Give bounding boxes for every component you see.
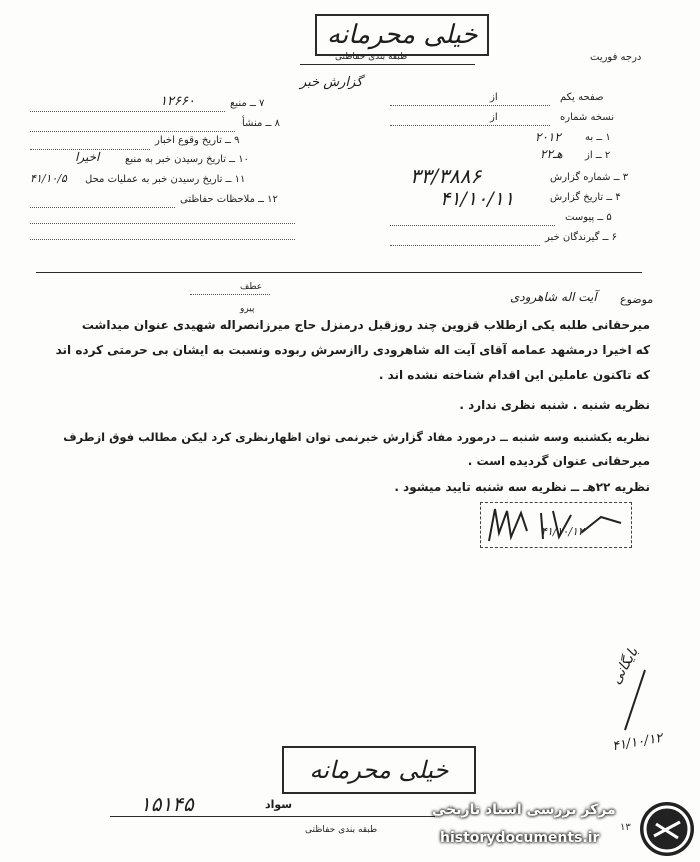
margin-date: ۴۱/۱۰/۱۲ <box>611 730 664 755</box>
field-from-value: ۲۲هـ <box>540 147 563 161</box>
top-stamp-subtitle: طبقه بندی حفاظتی <box>335 52 408 62</box>
header-divider <box>36 272 642 273</box>
serial-value: ۱۵۱۴۵ <box>140 792 194 816</box>
body-line-5: نظریه یکشنبه وسه شنبه ــ درمورد مفاد گزارش خبرنمی توان اظهارنظری کرد لیکن مطالب فوق ازطرف <box>63 430 650 444</box>
field-security-notes-label: ۱۲ ــ ملاحظات حفاظتی <box>180 194 278 205</box>
field-report-date-label: ۴ ــ تاریخ گزارش <box>550 192 621 203</box>
field-source-date-value: اخیرا <box>75 150 100 164</box>
field-to-value: ۲۰۱۲ <box>535 130 561 144</box>
margin-note: بایگانی <box>607 644 642 688</box>
bottom-stamp-text: خیلی محرمانه <box>309 756 449 784</box>
body-line-7: نظریه ۲۲هـ ــ نظریه سه شنبه تایید میشود . <box>394 480 650 494</box>
field-report-date-value: ۴۱/۱۰/۱۱ <box>440 188 515 210</box>
subject-value: آیت اله شاهرودی <box>510 290 597 304</box>
field-source-date-label: ۱۰ ــ تاریخ رسیدن خبر به منبع <box>125 154 249 165</box>
report-title: گزارش خبر <box>300 75 363 90</box>
field-origin-label: ۸ ــ منشأ <box>242 118 280 129</box>
page-number: ۱۳ <box>620 822 631 833</box>
footer-classification-label: طبقه بندی حفاظتی <box>305 825 378 835</box>
field-report-no-label: ۳ ــ شماره گزارش <box>550 172 629 183</box>
field-to-label: ۱ ــ به <box>585 132 611 143</box>
top-classification-stamp <box>315 14 489 56</box>
body-line-2: که اخیرا درمشهد عمامه آقای آیت اله شاهرودی راازسرش ربوده ونسبت به ایشان بی حرمتی کرده اند <box>55 343 650 357</box>
serial-label: سواد <box>265 798 293 811</box>
body-line-6: میرحقانی عنوان گردیده است . <box>467 454 650 468</box>
footer-rule <box>110 816 435 817</box>
field-ops-date-value: ۴۱/۱۰/۵ <box>30 172 67 185</box>
field-copy-label: نسخه شماره <box>560 112 614 123</box>
top-stamp-text: خیلی محرمانه <box>327 20 478 50</box>
margin-stroke <box>605 660 665 740</box>
field-copy-value: از <box>490 112 498 123</box>
body-line-3: که تاکنون عاملین این اقدام شناخته نشده اند . <box>378 368 650 382</box>
subject-side-note-bottom: پیرو <box>240 304 255 314</box>
watermark <box>430 800 700 862</box>
priority-label: درجه فوریت <box>590 52 642 63</box>
field-report-no-value: ۳۳/۳۸۸۶ <box>410 164 482 188</box>
field-source-value: ۱۲۶۶۰ <box>160 94 195 109</box>
body-line-4: نظریه شنبه . شنبه نظری ندارد . <box>459 398 650 412</box>
field-page-value: از <box>490 92 498 103</box>
watermark-title: مرکز بررسی اسناد تاریخی <box>432 802 616 818</box>
body-line-1: میرحقانی طلبه یکی ازطلاب قزوین چند روزقبل درمنزل حاج میرزانصراله شهیدی عنوان میداشت <box>81 318 650 332</box>
signature-date: ۴۱/۱۰/۱۲ <box>541 525 584 538</box>
field-ops-date-label: ۱۱ ــ تاریخ رسیدن خبر به عملیات محل <box>85 174 246 185</box>
signature-block <box>480 502 632 548</box>
watermark-url: historydocuments.ir <box>440 830 600 846</box>
field-recipients-label: ۶ ــ گیرندگان خبر <box>545 232 617 243</box>
field-source-label: ۷ ــ منبع <box>230 98 265 109</box>
subject-side-note-top: عطف <box>240 282 263 292</box>
field-page-label: صفحه یکم <box>560 92 604 103</box>
bottom-classification-stamp <box>282 746 476 794</box>
watermark-logo-icon <box>640 802 694 856</box>
field-attachment-label: ۵ ــ پیوست <box>565 212 612 223</box>
field-from-label: ۲ ــ از <box>585 150 611 161</box>
subject-label: موضوع <box>620 293 654 306</box>
top-stamp-underline <box>300 64 475 65</box>
field-event-date-label: ۹ ــ تاریخ وقوع اخبار <box>155 135 240 146</box>
